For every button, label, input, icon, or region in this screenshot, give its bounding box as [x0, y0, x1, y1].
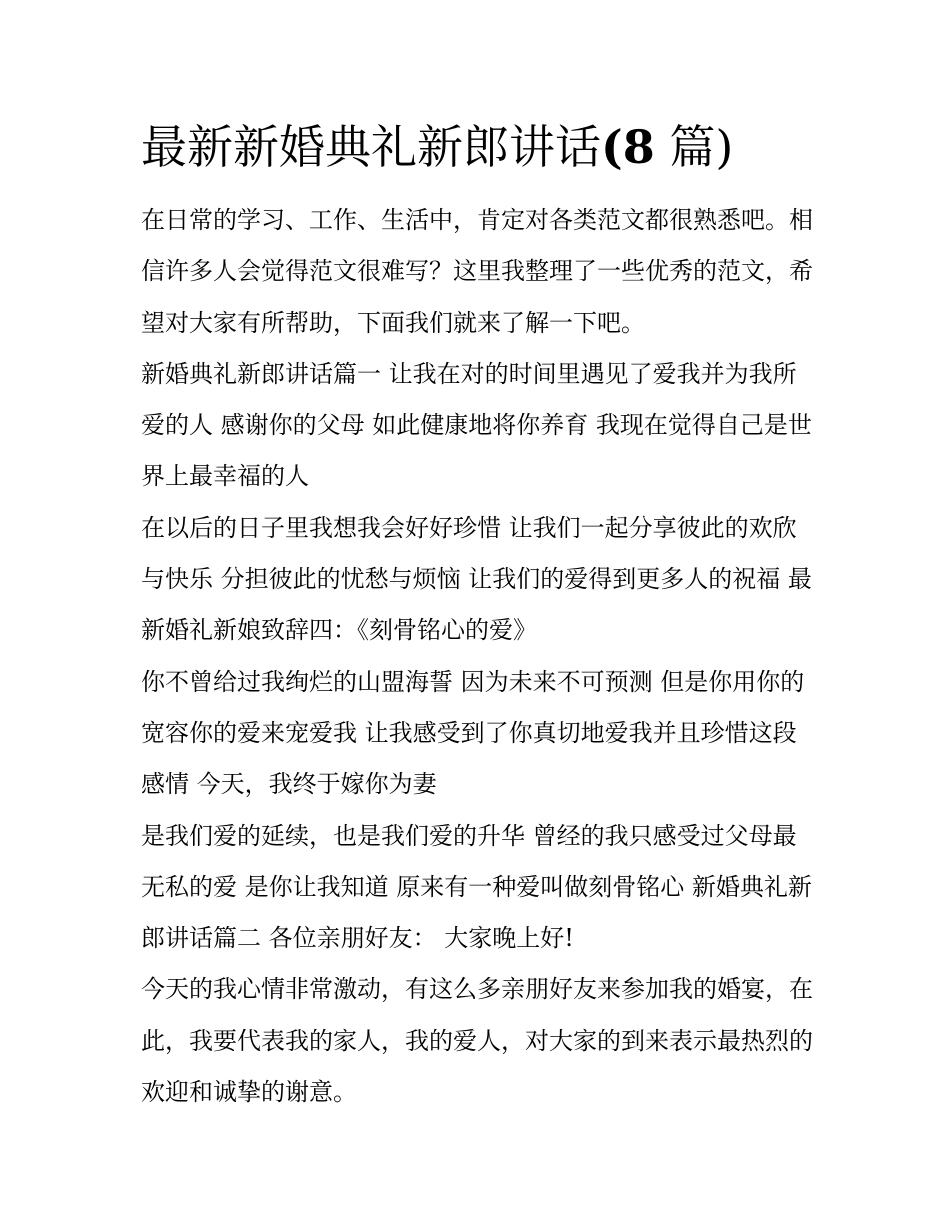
- paragraph-bride-speech: 你不曾给过我绚烂的山盟海誓 因为未来不可预测 但是你用你的宽容你的爱来宠爱我 让我感受到了你真切地爱我并且珍惜这段感情 今天，我终于嫁你为妻: [141, 667, 805, 799]
- title-unit: 篇): [654, 120, 734, 174]
- paragraph-speech-1: 新婚典礼新郎讲话篇一 让我在对的时间里遇见了爱我并为我所爱的人 感谢你的父母 如此健康地将你养育 我现在觉得自己是世界上最幸福的人: [141, 359, 812, 491]
- paragraph-speech-2: 今天的我心情非常激动，有这么多亲朋好友来参加我的婚宴，在此，我要代表我的家人，我的爱人，对大家的到来表示最热烈的欢迎和诚挚的谢意。: [141, 975, 813, 1107]
- paragraph-intro: 在日常的学习、工作、生活中，肯定对各类范文都很熟悉吧。相信许多人会觉得范文很难写？这里我整理了一些优秀的范文，希望对大家有所帮助，下面我们就来了解一下吧。: [141, 206, 813, 337]
- document-body: [141, 195, 816, 1118]
- paragraph-speech-1-cont: 在以后的日子里我想我会好好珍惜 让我们一起分享彼此的欢欣与快乐 分担彼此的忧愁与烦恼 让我们的爱得到更多人的祝福 最新婚礼新娘致辞四：《刻骨铭心的爱》: [141, 513, 812, 645]
- page-title: [141, 116, 841, 178]
- title-main: 最新新婚典礼新郎讲话: [141, 120, 601, 174]
- title-count: (8: [601, 120, 655, 174]
- paragraph-bride-speech-cont: 是我们爱的延续，也是我们爱的升华 曾经的我只感受过父母最无私的爱 是你让我知道 原来有一种爱叫做刻骨铭心 新婚典礼新郎讲话篇二 各位亲朋好友： 大家晚上好!: [141, 821, 812, 953]
